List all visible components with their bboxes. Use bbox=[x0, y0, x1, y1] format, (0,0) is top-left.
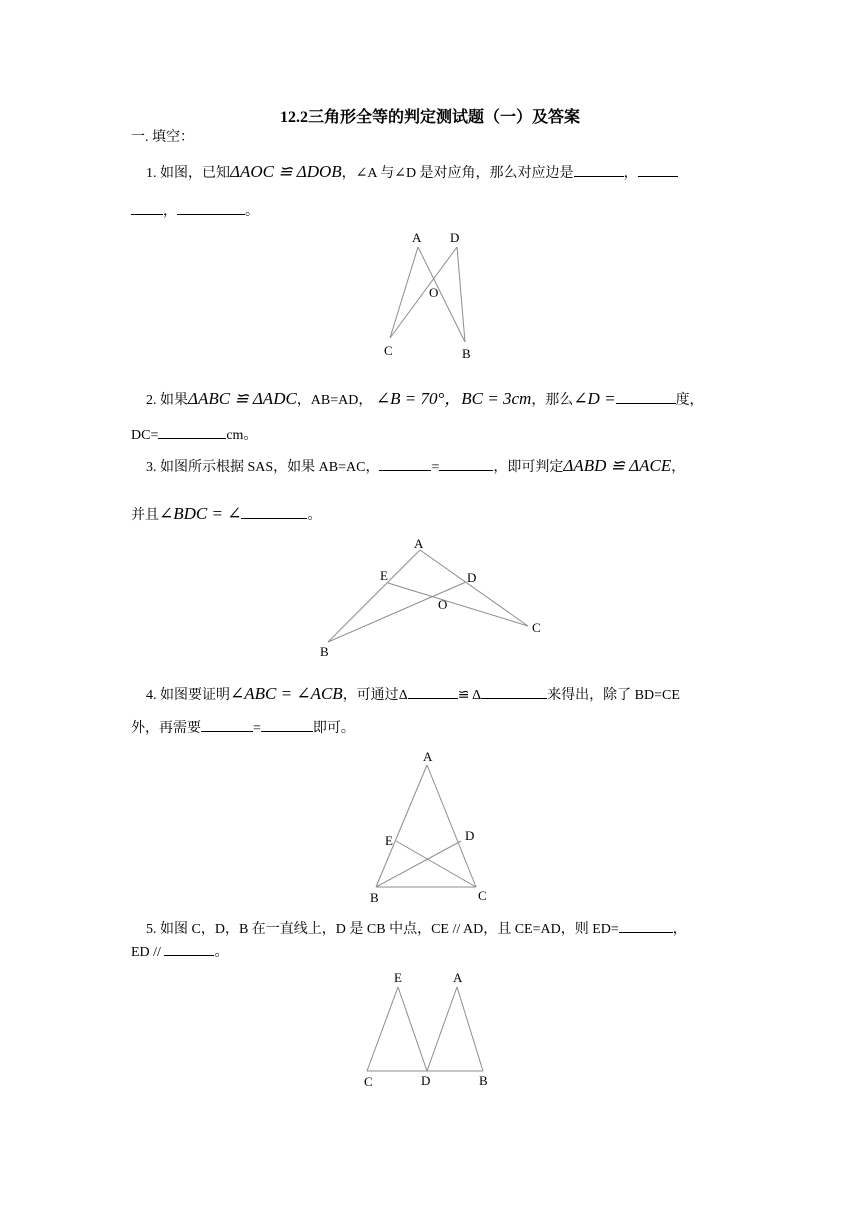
question-4-line-2 bbox=[131, 717, 355, 739]
question-5-line-2 bbox=[131, 941, 228, 963]
question-4-delta-1: Δ bbox=[398, 688, 408, 703]
answer-blank-1b-cont[interactable] bbox=[131, 200, 163, 215]
segment-ed bbox=[398, 987, 427, 1071]
question-4-text-2: ，可通过 bbox=[342, 688, 399, 703]
segment-ac bbox=[420, 550, 528, 626]
question-3-line-2 bbox=[131, 504, 321, 526]
fig3-label-c: C bbox=[532, 620, 541, 635]
segment-db bbox=[328, 582, 466, 642]
fig5-label-b: B bbox=[479, 1073, 488, 1088]
question-2-text-3: ，那么 bbox=[531, 393, 574, 408]
question-1-congruence: ΔAOC ≌ ΔDOB bbox=[230, 162, 342, 181]
answer-blank-4c[interactable] bbox=[201, 717, 253, 732]
question-5-number: 5. bbox=[146, 922, 157, 937]
question-4-line-1 bbox=[146, 684, 680, 706]
question-2-number: 2. bbox=[146, 393, 157, 408]
figure-1 bbox=[370, 225, 490, 365]
fig3-label-e: E bbox=[380, 568, 388, 583]
question-2-text-5: DC= bbox=[131, 428, 159, 443]
question-2-congruence: ΔABC ≌ ΔADC bbox=[188, 389, 297, 408]
question-1-text-5: 。 bbox=[245, 204, 259, 219]
question-2-text-6: cm。 bbox=[226, 428, 258, 443]
question-2-text-2: ，AB=AD， bbox=[296, 393, 373, 408]
answer-blank-1b[interactable] bbox=[638, 162, 678, 177]
fig4-label-c: C bbox=[478, 888, 487, 903]
segment-ec bbox=[396, 841, 476, 887]
question-3-congruence: ΔABD ≌ ΔACE bbox=[563, 456, 672, 475]
answer-blank-5b[interactable] bbox=[164, 941, 214, 956]
question-2-text-4: 度， bbox=[675, 393, 704, 408]
fig3-label-b: B bbox=[320, 644, 329, 659]
question-5-text-1: 如图 C，D，B 在一直线上，D 是 CB 中点，CE // AD，且 CE=AD，则 ED= bbox=[160, 922, 619, 937]
fig4-label-b: B bbox=[370, 890, 379, 905]
answer-blank-4a[interactable] bbox=[408, 684, 458, 699]
segment-ab bbox=[328, 550, 420, 642]
question-3-text-6: 。 bbox=[307, 508, 322, 523]
question-1-text-4: ， bbox=[163, 204, 177, 219]
segment-dc bbox=[390, 247, 457, 338]
fig5-label-d: D bbox=[421, 1073, 431, 1088]
fig3-label-a: A bbox=[414, 536, 424, 551]
fig3-label-o: O bbox=[438, 597, 448, 612]
page-title: 12.2三角形全等的判定测试题（一）及答案 bbox=[279, 109, 580, 126]
question-2-text-1: 如果 bbox=[160, 393, 188, 408]
answer-blank-2b[interactable] bbox=[158, 424, 226, 439]
question-3-text-5: 并且 bbox=[131, 508, 159, 523]
fig5-label-e: E bbox=[394, 970, 402, 985]
question-4-text-6: 即可。 bbox=[312, 721, 355, 736]
answer-blank-1a[interactable] bbox=[574, 162, 624, 177]
question-4-delta-2: ≌ Δ bbox=[457, 688, 482, 703]
fig1-label-c: C bbox=[384, 343, 393, 358]
question-1-line-2 bbox=[131, 200, 259, 222]
answer-blank-2a[interactable] bbox=[616, 389, 676, 404]
segment-ab bbox=[376, 765, 427, 887]
question-4-text-4: 外，再需要 bbox=[131, 721, 201, 736]
answer-blank-1c[interactable] bbox=[177, 200, 245, 215]
fig4-label-e: E bbox=[385, 833, 393, 848]
answer-blank-4b[interactable] bbox=[481, 684, 547, 699]
segment-ec bbox=[367, 987, 398, 1071]
question-5-text-3: ED // bbox=[131, 945, 161, 960]
answer-blank-5a[interactable] bbox=[619, 918, 673, 933]
question-1-text-3: ， bbox=[623, 166, 638, 181]
question-2-line-1 bbox=[146, 389, 704, 411]
fig1-label-d: D bbox=[450, 230, 460, 245]
question-4-text-5: = bbox=[253, 721, 261, 736]
question-4-number: 4. bbox=[146, 688, 157, 703]
answer-blank-4d[interactable] bbox=[261, 717, 313, 732]
fig1-label-o: O bbox=[429, 285, 439, 300]
question-5-text-2: ， bbox=[672, 922, 687, 937]
fig4-label-d: D bbox=[465, 828, 475, 843]
answer-blank-3c[interactable] bbox=[241, 504, 307, 519]
question-3-number: 3. bbox=[146, 460, 157, 475]
fig4-label-a: A bbox=[423, 749, 433, 764]
segment-ab bbox=[457, 987, 483, 1071]
section-heading: 一. 填空： bbox=[131, 130, 194, 145]
question-4-text-1: 如图要证明 bbox=[160, 688, 230, 703]
segment-ac bbox=[427, 765, 476, 887]
question-5-line-1 bbox=[146, 918, 687, 940]
question-3-angle: ∠BDC = ∠ bbox=[159, 504, 242, 523]
question-1-line-1 bbox=[146, 162, 678, 184]
figure-3 bbox=[310, 532, 560, 662]
question-3-text-3: ，即可判定 bbox=[493, 460, 564, 475]
fig3-label-d: D bbox=[467, 570, 477, 585]
question-4-angles: ∠ABC = ∠ACB bbox=[230, 684, 343, 703]
fig5-label-a: A bbox=[453, 970, 463, 985]
fig1-label-a: A bbox=[412, 230, 422, 245]
fig1-label-b: B bbox=[462, 346, 471, 361]
figure-5 bbox=[355, 965, 505, 1095]
question-5-text-4: 。 bbox=[214, 945, 229, 960]
question-1-text-2: ，∠A 与∠D 是对应角，那么对应边是 bbox=[341, 166, 574, 181]
question-3-text-2: = bbox=[431, 460, 440, 475]
question-2-line-2 bbox=[131, 424, 257, 446]
fig5-label-c: C bbox=[364, 1074, 373, 1089]
question-3-text-1: 如图所示根据 SAS，如果 AB=AC， bbox=[160, 460, 380, 475]
question-2-angle-d: ∠D = bbox=[573, 389, 616, 408]
figure-4 bbox=[360, 745, 500, 910]
question-3-text-4: ， bbox=[671, 460, 686, 475]
question-1-text-1: 如图，已知 bbox=[160, 166, 230, 181]
question-2-given: ∠B = 70°，BC = 3cm bbox=[375, 389, 532, 408]
answer-blank-3b[interactable] bbox=[439, 456, 493, 471]
segment-ac bbox=[390, 247, 418, 338]
question-3-line-1 bbox=[146, 456, 685, 478]
segment-ec bbox=[388, 583, 528, 626]
question-1-number: 1. bbox=[146, 166, 157, 181]
question-4-text-3: 来得出，除了 BD=CE bbox=[547, 688, 680, 703]
segment-ad bbox=[427, 987, 457, 1071]
answer-blank-3a[interactable] bbox=[379, 456, 431, 471]
